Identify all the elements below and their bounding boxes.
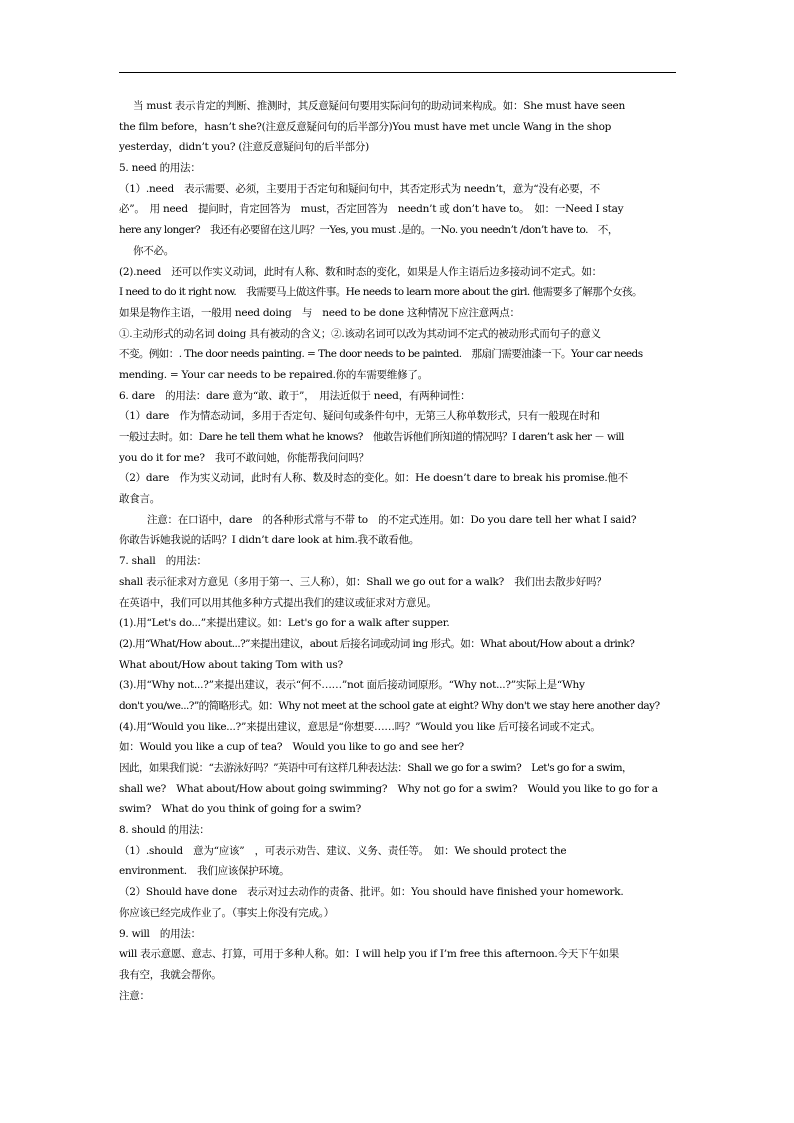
paragraph-line: 不变。例如：. The door needs painting. = The door needs to be painted. 那扇门需要油漆一下。Your car needs xyxy=(119,348,643,361)
paragraph-line: shall 表示征求对方意见（多用于第一、三人称），如：Shall we go out for a walk? 我们出去散步好吗？ xyxy=(119,575,607,588)
paragraph-line: （1）.should 意为“应该” ，可表示劝告、建议、义务、责任等。 如：We should protect the xyxy=(119,844,567,857)
paragraph-line: What about/How about taking Tom with us? xyxy=(119,658,343,671)
section-heading: 9. will 的用法： xyxy=(119,927,201,940)
paragraph-line: here any longer? 我还有必要留在这儿吗？一Yes, you must .是的。一No. you needn’t /don’t have to. 不， xyxy=(119,224,618,237)
paragraph-line: mending. = Your car needs to be repaired.你的车需要维修了。 xyxy=(119,368,428,381)
note-line: 注意：在口语中，dare 的各种形式常与不带 to 的不定式连用。如：Do you dare tell her what I said? xyxy=(147,513,637,526)
paragraph-line: swim? What do you think of going for a swim? xyxy=(119,803,361,816)
paragraph-line: (2).用“What/How about...?”来提出建议，about 后接名词或动词 ing 形式。如：What about/How about a drink? xyxy=(119,637,635,650)
paragraph-line: (1).用“Let's do...”来提出建议。如：Let's go for a walk after supper. xyxy=(119,617,450,630)
paragraph-line: you do it for me? 我可不敢问她，你能帮我问问吗？ xyxy=(119,451,369,464)
header-rule xyxy=(119,72,676,73)
paragraph-line: （2）Should have done 表示对过去动作的责备、批评。如：You should have finished your homework. xyxy=(119,886,624,899)
paragraph-line: ①.主动形式的动名词 doing 具有被动的含义；②.该动名词可以改为其动词不定式的被动形式而句子的意义 xyxy=(119,327,601,340)
paragraph-line: (4).用“Would you like...?”来提出建议，意思是“你想要……吗？”Would you like 后可接名词或不定式。 xyxy=(119,720,601,733)
paragraph-line: （1）dare 作为情态动词，多用于否定句、疑问句或条件句中，无第三人称单数形式，只有一般现在时和 xyxy=(119,410,600,423)
section-heading: 7. shall 的用法： xyxy=(119,555,207,568)
paragraph-line: yesterday，didn’t you? (注意反意疑问句的后半部分) xyxy=(119,141,370,154)
paragraph-line: don't you/we...?”的简略形式。如：Why not meet at the school gate at eight? Why don't we stay here another day? xyxy=(119,699,660,712)
section-heading: 8. should 的用法： xyxy=(119,824,210,837)
paragraph-line: 在英语中，我们可以用其他多种方式提出我们的建议或征求对方意见。 xyxy=(119,596,437,609)
paragraph-line: (3).用“Why not...?”来提出建议，表示“何不……”not 面后接动词原形。“Why not...?”实际上是“Why xyxy=(119,679,585,692)
paragraph-line: 你不必。 xyxy=(133,244,174,257)
paragraph-line: 你敢告诉她我说的话吗？I didn’t dare look at him.我不敢看他。 xyxy=(119,534,420,547)
paragraph-line: （2）dare 作为实义动词，此时有人称、数及时态的变化。如：He doesn’t dare to break his promise.他不 xyxy=(119,472,628,485)
paragraph-line: 如：Would you like a cup of tea? Would you like to go and see her? xyxy=(119,741,464,754)
paragraph-line: 如果是物作主语，一般用 need doing 与 need to be done 这种情况下应注意两点： xyxy=(119,306,520,319)
paragraph-line: （1）.need 表示需要、必须，主要用于否定句和疑问句中，其否定形式为 needn’t，意为“没有必要，不 xyxy=(119,182,600,195)
paragraph-line: 当 must 表示肯定的判断、推测时，其反意疑问句要用实际问句的助动词来构成。如：She must have seen xyxy=(133,100,626,112)
section-heading: 6. dare 的用法：dare 意为“敢、敢于”， 用法近似于 need，有两种词性： xyxy=(119,389,471,402)
paragraph-line: 必”。 用 need 提问时，肯定回答为 must，否定回答为 needn’t 或 don’t have to。 如：一Need I stay xyxy=(119,203,624,216)
paragraph-line: 敢食言。 xyxy=(119,493,160,506)
paragraph-line: environment. 我们应该保护环境。 xyxy=(119,865,290,878)
section-heading: 5. need 的用法： xyxy=(119,162,201,175)
note-label: 注意： xyxy=(119,989,150,1002)
paragraph-line: 你应该已经完成作业了。（事实上你没有完成。） xyxy=(119,906,334,919)
document-body xyxy=(119,96,677,1006)
paragraph-line: I need to do it right now. 我需要马上做这件事。He needs to learn more about the girl. 他需要多了解那个女孩。 xyxy=(119,286,642,299)
paragraph-line: 因此，如果我们说：“去游泳好吗？”英语中可有这样几种表达法：Shall we go for a swim? Let's go for a swim， xyxy=(119,762,632,774)
paragraph-line: 一般过去时。如：Dare he tell them what he knows? 他敢告诉他们所知道的情况吗？I daren’t ask her － will xyxy=(119,431,624,443)
paragraph-line: the film before，hasn’t she?(注意反意疑问句的后半部分)You must have met uncle Wang in the shop xyxy=(119,120,612,133)
paragraph-line: shall we? What about/How about going swimming? Why not go for a swim? Would you like to go for a xyxy=(119,782,658,795)
paragraph-line: 我有空，我就会帮你。 xyxy=(119,968,222,981)
paragraph-line: (2).need 还可以作实义动词，此时有人称、数和时态的变化，如果是人作主语后边多接动词不定式。如： xyxy=(119,265,602,278)
paragraph-line: will 表示意愿、意志、打算，可用于多种人称。如：I will help you if I’m free this afternoon.今天下午如果 xyxy=(119,948,619,961)
